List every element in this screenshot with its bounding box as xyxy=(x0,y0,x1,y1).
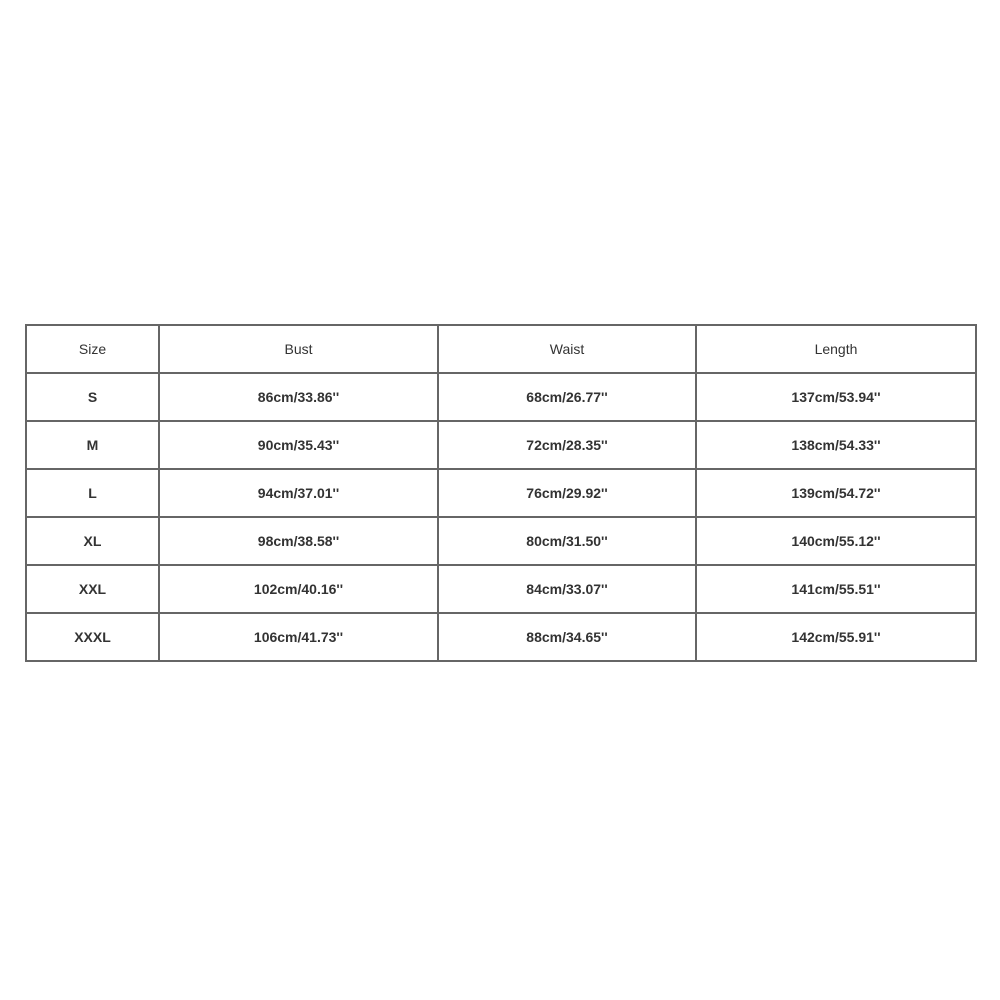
cell-waist: 72cm/28.35'' xyxy=(438,421,696,469)
cell-waist: 68cm/26.77'' xyxy=(438,373,696,421)
cell-waist: 76cm/29.92'' xyxy=(438,469,696,517)
header-length: Length xyxy=(696,325,976,373)
table-row xyxy=(26,565,976,613)
table-header-row xyxy=(26,325,976,373)
cell-length: 138cm/54.33'' xyxy=(696,421,976,469)
cell-length: 142cm/55.91'' xyxy=(696,613,976,661)
cell-size: M xyxy=(26,421,159,469)
cell-size: XL xyxy=(26,517,159,565)
table-row xyxy=(26,469,976,517)
cell-bust: 102cm/40.16'' xyxy=(159,565,438,613)
cell-length: 141cm/55.51'' xyxy=(696,565,976,613)
header-bust: Bust xyxy=(159,325,438,373)
cell-bust: 86cm/33.86'' xyxy=(159,373,438,421)
cell-bust: 94cm/37.01'' xyxy=(159,469,438,517)
table-row xyxy=(26,373,976,421)
cell-size: L xyxy=(26,469,159,517)
cell-size: XXXL xyxy=(26,613,159,661)
cell-waist: 80cm/31.50'' xyxy=(438,517,696,565)
header-size: Size xyxy=(26,325,159,373)
cell-bust: 98cm/38.58'' xyxy=(159,517,438,565)
header-waist: Waist xyxy=(438,325,696,373)
cell-length: 139cm/54.72'' xyxy=(696,469,976,517)
cell-waist: 84cm/33.07'' xyxy=(438,565,696,613)
cell-length: 137cm/53.94'' xyxy=(696,373,976,421)
cell-waist: 88cm/34.65'' xyxy=(438,613,696,661)
size-chart-table xyxy=(25,324,977,662)
cell-bust: 90cm/35.43'' xyxy=(159,421,438,469)
table-row xyxy=(26,613,976,661)
cell-size: XXL xyxy=(26,565,159,613)
table-row xyxy=(26,421,976,469)
cell-size: S xyxy=(26,373,159,421)
table-row xyxy=(26,517,976,565)
cell-length: 140cm/55.12'' xyxy=(696,517,976,565)
cell-bust: 106cm/41.73'' xyxy=(159,613,438,661)
